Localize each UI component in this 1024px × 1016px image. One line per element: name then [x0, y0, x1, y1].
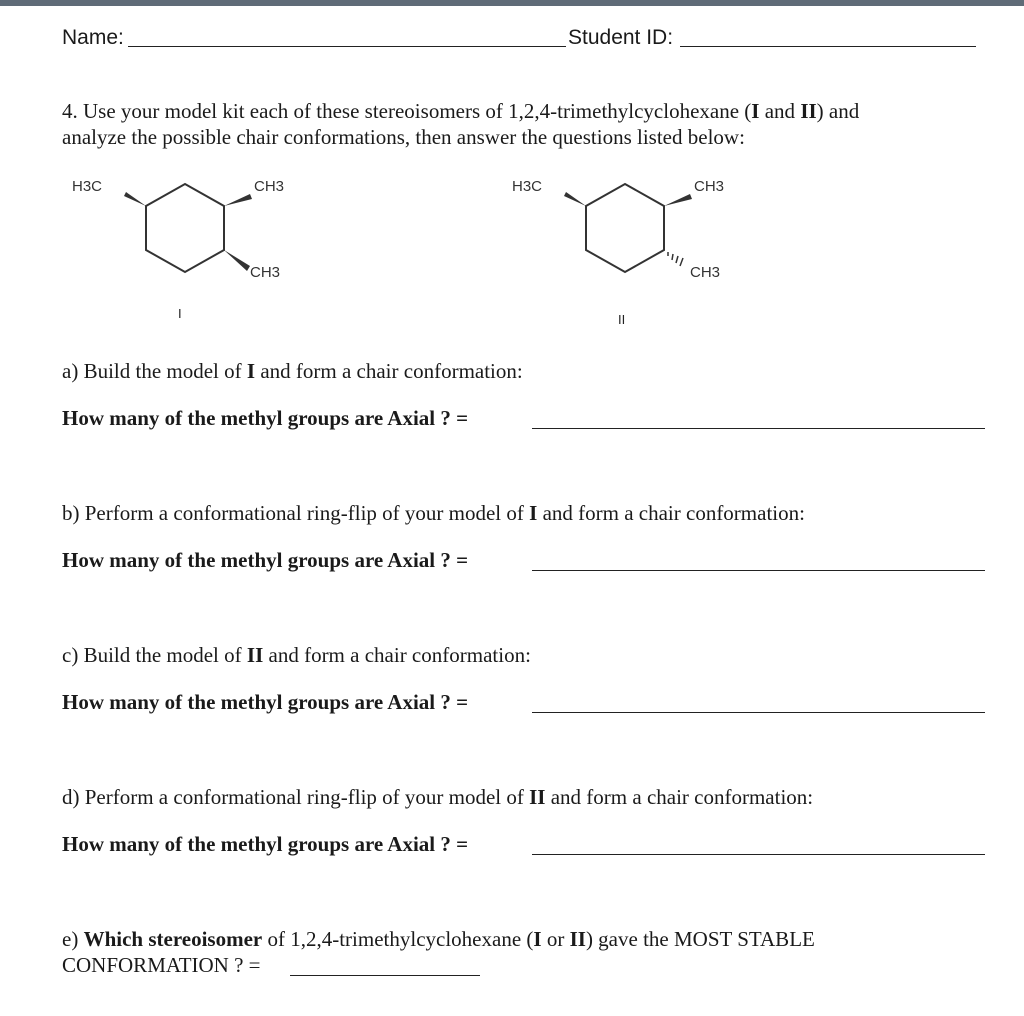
part-c-question: How many of the methyl groups are Axial ? = — [62, 690, 469, 714]
part-a-question: How many of the methyl groups are Axial ? = — [62, 406, 469, 430]
part-c-answer-field[interactable] — [532, 712, 985, 713]
wedge-ch3-bottom-i — [224, 250, 250, 271]
part-c-text: c) Build the model of II and form a chair conformation: — [62, 643, 531, 667]
part-d-question: How many of the methyl groups are Axial ? = — [62, 832, 469, 856]
student-id-label: Student ID: — [568, 26, 674, 49]
hash-ch3-bottom-ii — [668, 252, 683, 266]
wedge-ch3-top-ii — [664, 194, 692, 206]
ch3-top-label-ii: CH3 — [694, 178, 725, 195]
structure-ii-label: II — [618, 312, 626, 327]
part-a-text: a) Build the model of I and form a chair conformation: — [62, 359, 523, 383]
student-id-field[interactable] — [680, 46, 976, 47]
part-d-text: d) Perform a conformational ring-flip of your model of II and form a chair conformation: — [62, 785, 814, 809]
part-b-answer-field[interactable] — [532, 570, 985, 571]
h3c-label-ii: H3C — [512, 178, 543, 195]
question-intro: 4. Use your model kit each of these stereoisomers of 1,2,4-trimethylcyclohexane (I and II) and analyze the possible chair conformations, then answer the questions listed below: — [62, 99, 860, 149]
wedge-ch3-top-i — [224, 194, 252, 206]
wedge-h3c-i — [124, 192, 146, 206]
ch3-bottom-label-i: CH3 — [250, 264, 281, 281]
part-e-answer-field[interactable] — [290, 975, 480, 976]
ch3-bottom-label-ii: CH3 — [690, 264, 721, 281]
name-label: Name: — [62, 26, 124, 49]
h3c-label-i: H3C — [72, 178, 103, 195]
part-b-text: b) Perform a conformational ring-flip of your model of I and form a chair conformation: — [62, 501, 805, 525]
part-d-answer-field[interactable] — [532, 854, 985, 855]
name-field[interactable] — [128, 46, 566, 47]
ring-i — [146, 184, 224, 272]
part-a-answer-field[interactable] — [532, 428, 985, 429]
structure-i-label: I — [178, 306, 182, 321]
part-b-question: How many of the methyl groups are Axial ? = — [62, 548, 469, 572]
ch3-top-label-i: CH3 — [254, 178, 285, 195]
part-e-text: e) Which stereoisomer of 1,2,4-trimethylcyclohexane (I or II) gave the MOST STABLE CONFORMATION ? = — [62, 927, 815, 977]
ring-ii — [586, 184, 664, 272]
top-bar — [0, 0, 1024, 6]
wedge-h3c-ii — [564, 192, 586, 206]
